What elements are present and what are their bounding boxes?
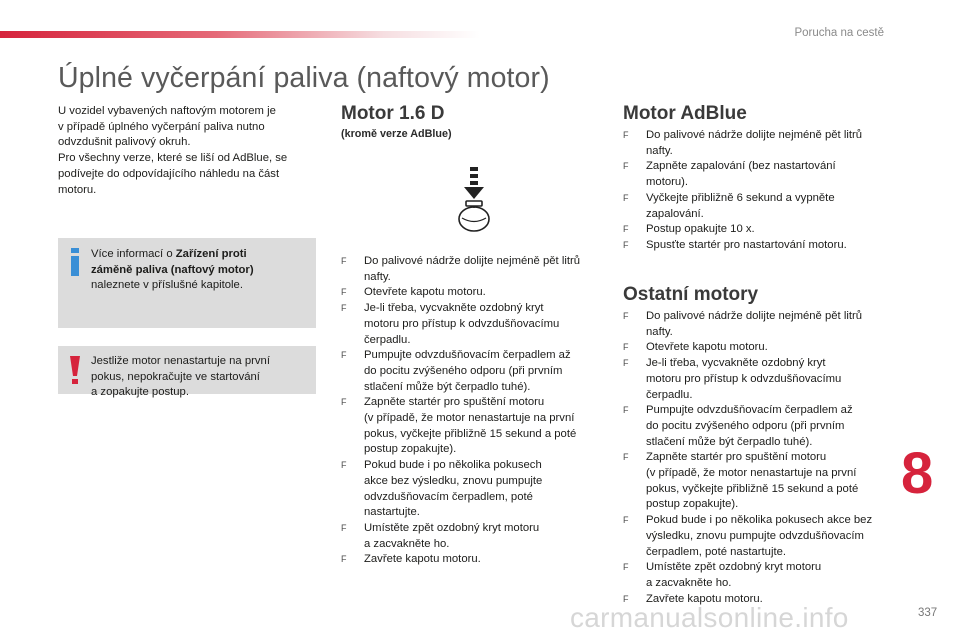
step-text-line: a zacvakněte ho. (646, 576, 732, 589)
info-link-text: záměně paliva (naftový motor) (91, 263, 254, 276)
step-text-line: (v případě, že motor nenastartuje na první (364, 412, 575, 425)
info-box (58, 238, 316, 328)
step-bullet: F (623, 224, 629, 235)
intro-line: motoru. (58, 183, 97, 196)
warning-text (91, 354, 306, 401)
step-text-line: nafty. (364, 270, 391, 283)
step-text-line: motoru pro přístup k odvzdušňovacímu (646, 372, 842, 385)
step-item (623, 340, 893, 356)
step-item (623, 191, 893, 222)
watermark: carmanualsonline.info (570, 602, 849, 633)
step-bullet: F (623, 358, 629, 369)
step-text-line: do pocitu zvýšeného odporu (při prvním (364, 364, 563, 377)
step-text-line: Otevřete kapotu motoru. (646, 341, 768, 354)
step-bullet: F (623, 130, 629, 140)
step-bullet: F (623, 593, 629, 604)
step-item (623, 450, 893, 513)
step-bullet: F (623, 342, 629, 353)
step-item (623, 513, 893, 560)
step-item (341, 285, 606, 301)
step-text-line: stlačení může být čerpadlo tuhé). (364, 380, 531, 393)
step-bullet: F (341, 256, 347, 266)
motor-16d-subtitle: (kromě verze AdBlue) (341, 128, 452, 140)
step-bullet: F (341, 522, 347, 533)
step-bullet: F (623, 311, 629, 321)
step-item (623, 403, 893, 450)
step-text-line: pokus, vyčkejte přibližně 15 sekund a poté (364, 427, 577, 440)
step-bullet: F (623, 239, 629, 250)
step-bullet: F (623, 452, 629, 463)
step-text-line: čerpadlem, poté nastartujte. (646, 545, 787, 558)
step-item (341, 552, 606, 568)
fuel-pump-bulb-icon (452, 167, 496, 233)
step-item (623, 238, 893, 254)
step-bullet: F (341, 287, 347, 298)
step-text-line: čerpadlu. (364, 333, 411, 346)
step-text-line: Umístěte zpět ozdobný kryt motoru (646, 561, 822, 574)
step-text-line: Do palivové nádrže dolijte nejméně pět litrů (364, 255, 581, 267)
warning-box (58, 346, 316, 399)
header-accent-bar (0, 31, 480, 38)
intro-line: Pro všechny verze, které se liší od AdBlue, se (58, 152, 288, 165)
step-text-line: nafty. (646, 325, 673, 338)
step-bullet: F (623, 161, 629, 172)
step-text-line: Zavřete kapotu motoru. (646, 592, 763, 605)
info-prefix: Více informací o (91, 248, 176, 260)
step-text-line: nafty. (646, 144, 673, 157)
step-text-line: Do palivové nádrže dolijte nejméně pět litrů (646, 310, 863, 322)
step-bullet: F (623, 405, 629, 416)
step-bullet: F (623, 562, 629, 573)
step-item (623, 128, 893, 159)
step-text-line: Je-li třeba, vycvakněte ozdobný kryt (646, 357, 826, 370)
step-text-line: Zapněte zapalování (bez nastartování (646, 160, 836, 173)
warning-exclamation-icon (69, 356, 81, 384)
info-icon (69, 248, 81, 276)
motor-16d-heading: Motor 1.6 D (341, 103, 445, 124)
step-text-line: akce bez výsledku, znovu pumpujte (364, 474, 543, 487)
page-number: 337 (918, 607, 938, 619)
step-text-line: Pokud bude i po několika pokusech (364, 459, 542, 472)
step-text-line: pokus, vyčkejte přibližně 15 sekund a poté (646, 482, 859, 495)
step-bullet: F (341, 397, 347, 408)
motor-adblue-heading: Motor AdBlue (623, 103, 747, 124)
step-text-line: Umístěte zpět ozdobný kryt motoru (364, 521, 540, 534)
step-item (623, 356, 893, 403)
step-item (341, 301, 606, 348)
chapter-number: 8 (901, 441, 934, 506)
warning-line: a zopakujte postup. (91, 386, 189, 399)
step-bullet: F (623, 515, 629, 526)
step-text-line: Vyčkejte přibližně 6 sekund a vypněte (646, 191, 835, 204)
step-bullet: F (341, 350, 347, 361)
step-item (341, 458, 606, 521)
step-text-line: postup zopakujte). (364, 443, 457, 456)
warning-line: Jestliže motor nenastartuje na první (91, 355, 270, 367)
intro-line: v případě úplného vyčerpání paliva nutno (58, 120, 265, 133)
step-text-line: odvzdušňovacím čerpadlem, poté (364, 490, 533, 503)
motor-16d-steps (341, 254, 606, 568)
step-item (623, 159, 893, 190)
step-item (341, 521, 606, 552)
step-text-line: Postup opakujte 10 x. (646, 223, 755, 236)
page-title: Úplné vyčerpání paliva (naftový motor) (58, 62, 550, 94)
step-text-line: čerpadlu. (646, 388, 693, 401)
step-text-line: (v případě, že motor nenastartuje na první (646, 467, 857, 480)
step-item (623, 560, 893, 591)
step-item (623, 309, 893, 340)
step-text-line: motoru). (646, 176, 689, 189)
step-item (623, 222, 893, 238)
info-link-text: Zařízení proti (175, 248, 247, 260)
intro-line: podívejte do odpovídajícího náhledu na část (58, 167, 280, 180)
info-suffix: naleznete v příslušné kapitole. (91, 279, 243, 292)
step-text-line: Pumpujte odvzdušňovacím čerpadlem až (364, 349, 571, 362)
step-text-line: Otevřete kapotu motoru. (364, 286, 486, 299)
step-text-line: Zapněte startér pro spuštění motoru (646, 451, 827, 464)
step-text-line: Zapněte startér pro spuštění motoru (364, 396, 545, 409)
step-bullet: F (623, 192, 629, 203)
step-text-line: stlačení může být čerpadlo tuhé). (646, 435, 813, 448)
intro-line: odvzdušnit palivový okruh. (58, 136, 191, 149)
intro-line: U vozidel vybavených naftovým motorem je (58, 105, 276, 117)
step-text-line: Pokud bude i po několika pokusech akce bez (646, 514, 873, 527)
step-text-line: Do palivové nádrže dolijte nejméně pět litrů (646, 129, 863, 141)
step-bullet: F (341, 460, 347, 471)
step-item (341, 395, 606, 458)
step-text-line: postup zopakujte). (646, 498, 739, 511)
step-text-line: Zavřete kapotu motoru. (364, 553, 481, 566)
step-item (341, 254, 606, 285)
other-motors-heading: Ostatní motory (623, 284, 759, 305)
step-text-line: výsledku, znovu pumpujte odvzdušňovacím (646, 529, 864, 542)
other-motors-steps (623, 309, 893, 607)
step-bullet: F (341, 554, 347, 565)
step-text-line: motoru pro přístup k odvzdušňovacímu (364, 317, 560, 330)
step-text-line: Spusťte startér pro nastartování motoru. (646, 238, 847, 251)
info-text (91, 247, 306, 294)
motor-adblue-steps (623, 128, 893, 254)
step-text-line: zapalování. (646, 207, 704, 220)
warning-line: pokus, nepokračujte ve startování (91, 370, 260, 383)
section-title: Porucha na cestě (794, 27, 884, 39)
step-text-line: nastartujte. (364, 506, 420, 519)
step-text-line: Je-li třeba, vycvakněte ozdobný kryt (364, 302, 544, 315)
intro-paragraph (58, 104, 320, 198)
step-text-line: Pumpujte odvzdušňovacím čerpadlem až (646, 404, 853, 417)
step-item (341, 348, 606, 395)
step-bullet: F (341, 303, 347, 314)
step-text-line: a zacvakněte ho. (364, 537, 450, 550)
step-text-line: do pocitu zvýšeného odporu (při prvním (646, 419, 845, 432)
